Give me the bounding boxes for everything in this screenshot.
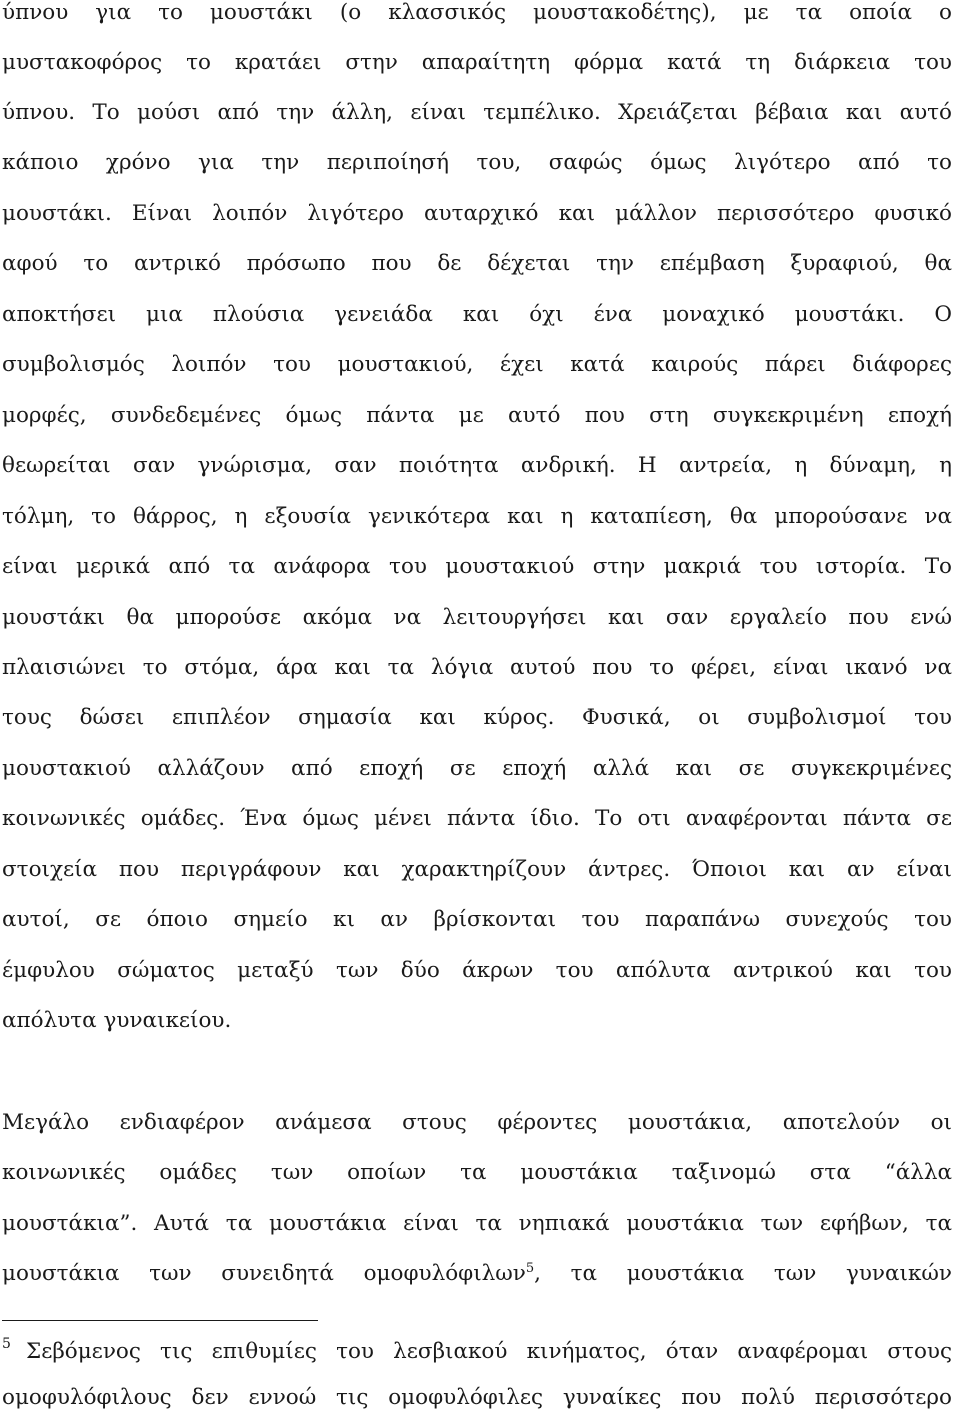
- footnote-reference[interactable]: 5: [525, 1261, 535, 1276]
- text-line: κοινωνικές ομάδες των οποίων τα μουστάκια ταξινομώ στα “άλλα: [2, 1160, 952, 1185]
- text-line: απόλυτα γυναικείου.: [2, 1008, 232, 1033]
- text-line: θεωρείται σαν γνώρισμα, σαν ποιότητα ανδρική. Η αντρεία, η δύναμη, η: [2, 453, 952, 478]
- text-line: συμβολισμός λοιπόν του μουστακιού, έχει κατά καιρούς πάρει διάφορες: [2, 352, 952, 377]
- text-line: ύπνου. Το μούσι από την άλλη, είναι τεμπέλικο. Χρειάζεται βέβαια και αυτό: [2, 100, 952, 125]
- text-line: μουστάκια”. Αυτά τα μουστάκια είναι τα νηπιακά μουστάκια των εφήβων, τα: [2, 1211, 952, 1236]
- text-line: έμφυλου σώματος μεταξύ των δύο άκρων του απόλυτα αντρικού και του: [2, 958, 952, 983]
- text-line: [2, 1257, 952, 1291]
- text-run: , τα μουστάκια των γυναικών: [534, 1261, 952, 1286]
- text-line: στοιχεία που περιγράφουν και χαρακτηρίζουν άντρες. Όποιοι και αν είναι: [2, 857, 952, 882]
- text-line: κοινωνικές ομάδες. Ένα όμως μένει πάντα ίδιο. Το οτι αναφέρονται πάντα σε: [2, 806, 952, 831]
- footnote-marker: 5: [2, 1336, 11, 1352]
- text-run: μουστάκια των συνειδητά ομοφυλόφιλων: [2, 1261, 526, 1286]
- text-line: μορφές, συνδεδεμένες όμως πάντα με αυτό που στη συγκεκριμένη εποχή: [2, 403, 952, 428]
- text-line: μουστακιού αλλάζουν από εποχή σε εποχή αλλά και σε συγκεκριμένες: [2, 756, 952, 781]
- text-line: ύπνου για το μουστάκι (ο κλασσικός μουστακοδέτης), με τα οποία ο: [2, 0, 952, 25]
- text-line: Μεγάλο ενδιαφέρον ανάμεσα στους φέροντες μουστάκια, αποτελούν οι: [2, 1110, 952, 1135]
- text-line: τους δώσει επιπλέον σημασία και κύρος. Φυσικά, οι συμβολισμοί του: [2, 705, 952, 730]
- text-line: αυτοί, σε όποιο σημείο κι αν βρίσκονται του παραπάνω συνεχούς του: [2, 907, 952, 932]
- text-line: κάποιο χρόνο για την περιποίησή του, σαφώς όμως λιγότερο από το: [2, 150, 952, 175]
- text-line: πλαισιώνει το στόμα, άρα και τα λόγια αυτού που το φέρει, είναι ικανό να: [2, 655, 952, 680]
- text-line: τόλμη, το θάρρος, η εξουσία γενικότερα και η καταπίεση, θα μπορούσανε να: [2, 504, 952, 529]
- text-line: μυστακοφόρος το κρατάει στην απαραίτητη φόρμα κατά τη διάρκεια του: [2, 50, 952, 75]
- text-line: αποκτήσει μια πλούσια γενειάδα και όχι ένα μοναχικό μουστάκι. Ο: [2, 302, 952, 327]
- text-line: αφού το αντρικό πρόσωπο που δε δέχεται την επέμβαση ξυραφιού, θα: [2, 251, 952, 276]
- footnote-separator: [2, 1320, 318, 1321]
- text-line: είναι μερικά από τα ανάφορα του μουστακιού στην μακριά του ιστορία. Το: [2, 554, 952, 579]
- footnote-line: Σεβόμενος τις επιθυμίες του λεσβιακού κινήματος, όταν αναφέρομαι στους: [26, 1339, 952, 1364]
- text-line: μουστάκι θα μπορούσε ακόμα να λειτουργήσει και σαν εργαλείο που ενώ: [2, 605, 952, 630]
- text-line: μουστάκι. Είναι λοιπόν λιγότερο αυταρχικό και μάλλον περισσότερο φυσικό: [2, 201, 952, 226]
- footnote-line: ομοφυλόφιλους δεν εννοώ τις ομοφυλόφιλες γυναίκες που πολύ περισσότερο: [2, 1385, 952, 1410]
